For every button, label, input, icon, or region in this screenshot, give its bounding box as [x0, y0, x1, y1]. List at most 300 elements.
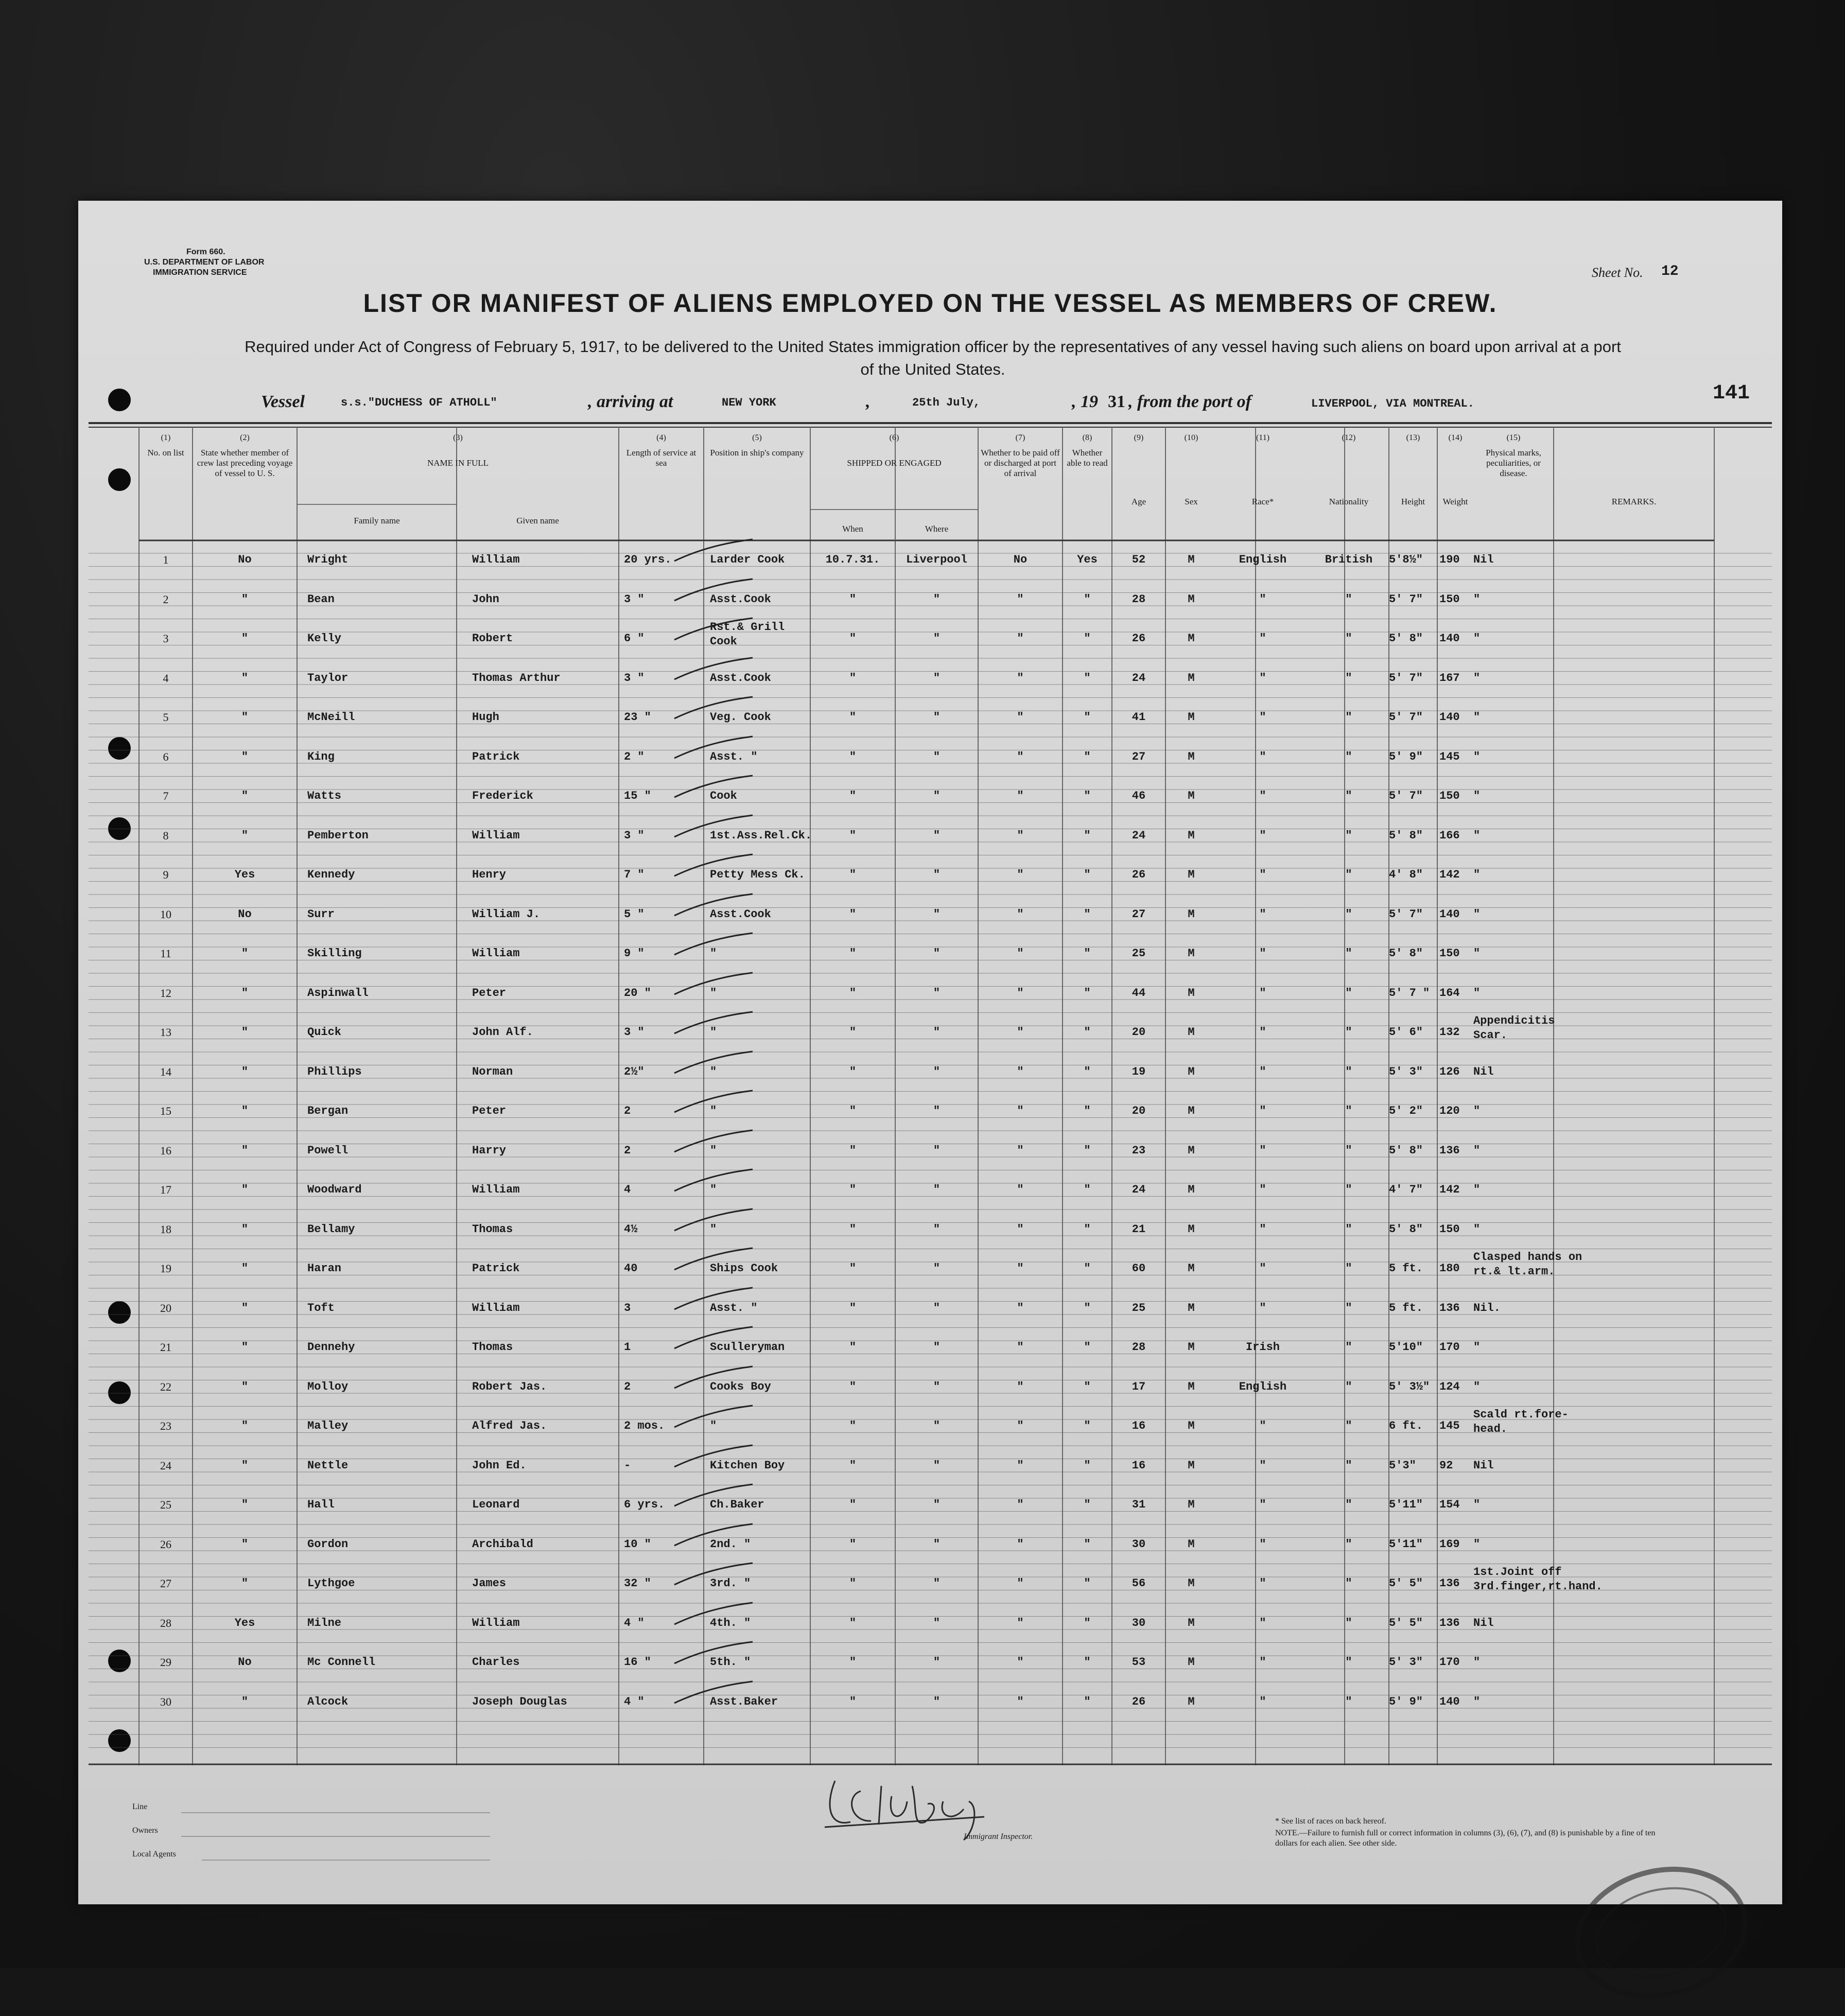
cell-race: ": [1259, 1419, 1266, 1432]
cell-weight: 154: [1439, 1498, 1460, 1511]
check-mark-icon: [670, 1047, 758, 1078]
cell-read: ": [1084, 1695, 1091, 1708]
cell-age: 27: [1132, 750, 1146, 763]
cell-given: Archibald: [472, 1537, 533, 1551]
cell-position: 4th. ": [710, 1616, 751, 1629]
cell-when: ": [849, 829, 857, 842]
cell-paid: ": [1017, 1498, 1024, 1511]
cell-no: 11: [160, 947, 171, 960]
cell-prev: ": [241, 1498, 249, 1511]
cell-prev: ": [241, 1105, 249, 1117]
column-header-c2: State whether member of crew last preceding voyage of vessel to U. S.: [197, 448, 293, 478]
cell-when: ": [849, 750, 857, 763]
cell-marks: ": [1473, 632, 1481, 645]
cell-service: 2 ": [624, 750, 645, 763]
table-row: [78, 1608, 1782, 1647]
cell-height: 5' 9": [1389, 750, 1423, 763]
cell-race: ": [1259, 671, 1266, 685]
cell-read: ": [1084, 1222, 1091, 1236]
table-row: [78, 1253, 1782, 1293]
cell-prev: ": [241, 711, 249, 724]
cell-sex: M: [1188, 947, 1195, 960]
cell-where: ": [933, 1222, 941, 1236]
cell-race: Irish: [1245, 1341, 1280, 1354]
cell-when: ": [849, 790, 857, 802]
check-mark-icon: [670, 614, 758, 645]
cell-age: 19: [1132, 1065, 1146, 1078]
cell-given: William J.: [472, 907, 541, 921]
cell-nationality: ": [1345, 1577, 1352, 1590]
cell-family: Nettle: [307, 1459, 349, 1472]
line-label: Line: [132, 1802, 148, 1811]
cell-weight: 150: [1439, 1222, 1460, 1236]
inspector-signature: [814, 1760, 1061, 1843]
cell-race: ": [1259, 829, 1266, 842]
table-row: [78, 663, 1782, 703]
cell-given: William: [472, 829, 520, 842]
cell-read: ": [1084, 1537, 1091, 1551]
cell-no: 15: [160, 1105, 171, 1117]
check-mark-icon: [670, 1008, 758, 1039]
cell-prev: ": [241, 1026, 249, 1039]
cell-given: Norman: [472, 1065, 513, 1078]
cell-prev: ": [241, 1065, 249, 1078]
cell-given: Thomas: [472, 1222, 513, 1236]
cell-height: 5' 6": [1389, 1026, 1423, 1039]
cell-weight: 136: [1439, 1577, 1460, 1590]
cell-height: 5'11": [1389, 1537, 1423, 1551]
cell-given: Hugh: [472, 711, 499, 724]
cell-family: Wright: [307, 553, 349, 566]
manifest-sheet: Form 660. U.S. DEPARTMENT OF LABOR IMMIGRATION SERVICE Sheet No. 12 141 LIST OR MANIFEST OF ALIENS EMPLOYED ON THE VESSEL AS MEMBERS OF CREW. Required under Act of Congress of February 5, 1917, to be delivered to the United States immigration officer by the representatives of any vessel having such aliens on board upon arrival at a port of the United States. Vessel s.s."DUCHESS OF ATHOLL" , arriving at NEW YORK , 25th July, , 19 31 , from the port of LIVERPOOL, VIA MONTREAL. (1) No. on list (2) State whether member of crew last preceding voyage of vessel to U. S. (3) NAME IN FULL (4) Length of service at sea (5) Position in ship's company (6) SHIPPED OR ENGAGED (7) Whether to be paid off or discharged at port of arrival (8) Whether able to read (9) Age (10) Sex (11) Race* (12) Nationality (13) Height (14) Weight (15) Physical marks, peculiarities, or disease. REMARKS. Family name Given name When Where 1 No Wright William 20 yrs. Larder Cook 10.7.31. Liverpool No Yes 52 M English British 5'8½" 190 Nil 2 " Bean John 3 " Asst.Cook " " " " 28 M " " 5' 7" 150 " 3 " Kelly Robert 6 " Rst.& Grill Cook " " " " 26 M " " 5' 8" 140 " 4 " Taylor Thomas Arthur 3 " Asst.Cook " " " " 24 M " " 5' 7" 167 " 5 " McNeill Hugh 23 " Veg. Cook " " " " 41 M " " 5' 7" 140 " 6 " King Patrick 2 " Asst. " " " " " 27 M " " 5' 9" 145 " 7 " Watts Frederick 15 " Cook " " " " 46 M " " 5' 7" 150 " 8 " Pemberton William 3 " 1st.Ass.Rel.Ck. " " " " 24 M " " 5' 8" 166 " 9 Yes Kennedy Henry 7 " Petty Mess Ck. " " " " 26 M " " 4' 8" 142 " 10 No Surr William J. 5 " Asst.Cook " " " " 27 M " " 5' 7" 140 " 11 " Skilling William 9 " " " " " " 25 M " " 5' 8" 150 " 12 " Aspinwall Peter 20 " " " " " " 44 M " " 5' 7 " 164 " 13 " Quick John Alf. 3 " " " " " " 20 M " " 5' 6" 132 Appendicitis Scar. 14 " Phillips Norman 2½" " " " " " 19 M " " 5' 3" 126 Nil 15 " Bergan Peter 2 " " " " " 20 M " " 5' 2" 120 " 16 " Powell Harry 2 " " " " " 23 M " " 5' 8" 136 " 17 " Woodward William 4 " " " " " 24 M " " 4' 7" 142 " 18 " Bellamy Thomas 4½ " " " " " 21 M " " 5' 8" 150 " 19 " Haran Patrick 40 Ships Cook " " " " 60 M " " 5 ft. 180 Clasped hands on rt.& lt.arm. 20 " Toft William 3 Asst. " " " " " 25 M " " 5 ft. 136 Nil. 21 " Dennehy Thomas 1 Sculleryman " " " " 28 M Irish " 5'10" 170 " 22 " Molloy Robert Jas. 2 Cooks Boy " " " " 17 M English " 5' 3½" 124 " 23 " Malley Alfred Jas. 2 mos. " " " " " 16 M " " 6 ft. 145 Scald rt.fore- head. 24 " Nettle John Ed. - Kitchen Boy " " " " 16 M " " 5'3" 92 Nil 25 " Hall Leonard 6 yrs. Ch.Baker " " " " 31 M " " 5'11" 154 " 26 " Gordon Archibald 10 " 2nd. " " " " " 30 M " " 5'11" 169 " 27 " Lythgoe James 32 " 3rd. " " " " " 56 M " " 5' 5" 136 1st.Joint off 3rd.finger,rt.hand. 28 Yes Milne William 4 " 4th. " " " " " 30 M " " 5' 5" 136 Nil 29 No Mc Connell Charles 16 " 5th. " " " " " 53 M " " 5' 3" 170 " 30 " Alcock Joseph Douglas 4 " Asst.Baker " " " " 26 M " " 5' 9" 140 " Line Owners Local Agents Immigrant Inspector. * See list of races on back hereof. NOTE.—Failure to furnish full or correct information in columns (3), (6), (7), and (8) is punishable by a fine of ten dollars for each alien. See other side.: [78, 201, 1782, 1904]
cell-service: 2: [624, 1144, 631, 1157]
cell-paid: ": [1017, 986, 1024, 1000]
cell-where: ": [933, 1616, 941, 1629]
column-number-c4: (4): [656, 433, 666, 442]
cell-prev: ": [241, 986, 249, 1000]
cell-height: 6 ft.: [1389, 1419, 1423, 1432]
cell-paid: ": [1017, 1616, 1024, 1629]
cell-race: ": [1259, 1616, 1266, 1629]
cell-no: 7: [163, 790, 169, 802]
table-row: [78, 781, 1782, 820]
cell-weight: 136: [1439, 1301, 1460, 1314]
cell-age: 30: [1132, 1616, 1146, 1629]
cell-where: ": [933, 1341, 941, 1354]
cell-height: 5' 8": [1389, 947, 1423, 960]
cell-height: 5' 7": [1389, 592, 1423, 606]
cell-when: ": [849, 1459, 857, 1472]
cell-marks: ": [1473, 907, 1481, 921]
cell-family: Gordon: [307, 1537, 349, 1551]
column-header-c6: SHIPPED OR ENGAGED: [847, 458, 942, 468]
cell-marks: ": [1473, 986, 1481, 1000]
column-header-c14: Weight: [1442, 497, 1468, 506]
cell-where: ": [933, 1105, 941, 1117]
check-mark-icon: [670, 890, 758, 921]
column-header-c3: NAME IN FULL: [427, 458, 489, 468]
table-row: [78, 1489, 1782, 1529]
cell-paid: ": [1017, 1105, 1024, 1117]
cell-read: ": [1084, 1341, 1091, 1354]
inspector-label: Immigrant Inspector.: [964, 1832, 1033, 1841]
cell-paid: ": [1017, 1537, 1024, 1551]
cell-family: Lythgoe: [307, 1577, 355, 1590]
cell-position: Asst.Cook: [710, 907, 771, 921]
cell-given: Joseph Douglas: [472, 1695, 567, 1708]
cell-prev: ": [241, 671, 249, 685]
cell-given: Harry: [472, 1144, 507, 1157]
cell-no: 29: [160, 1656, 171, 1669]
cell-weight: 142: [1439, 868, 1460, 881]
cell-read: ": [1084, 1065, 1091, 1078]
cell-race: ": [1259, 868, 1266, 881]
check-mark-icon: [670, 772, 758, 802]
cell-height: 5 ft.: [1389, 1301, 1423, 1314]
cell-marks: ": [1473, 1537, 1481, 1551]
cell-read: ": [1084, 1301, 1091, 1314]
cell-sex: M: [1188, 986, 1195, 1000]
cell-service: 32 ": [624, 1577, 651, 1590]
cell-read: ": [1084, 986, 1091, 1000]
cell-age: 24: [1132, 1183, 1146, 1196]
cell-sex: M: [1188, 592, 1195, 606]
cell-marks: Nil.: [1473, 1301, 1501, 1314]
cell-paid: ": [1017, 1065, 1024, 1078]
check-mark-icon: [670, 1244, 758, 1275]
cell-read: ": [1084, 1577, 1091, 1590]
cell-given: Charles: [472, 1656, 520, 1669]
cell-nationality: ": [1345, 1695, 1352, 1708]
cell-no: 30: [160, 1695, 171, 1708]
cell-where: ": [933, 1065, 941, 1078]
cell-where: ": [933, 1695, 941, 1708]
cell-nationality: ": [1345, 1026, 1352, 1039]
cell-sex: M: [1188, 1616, 1195, 1629]
cell-where: ": [933, 711, 941, 724]
cell-position: ": [710, 1144, 717, 1157]
cell-read: ": [1084, 829, 1091, 842]
cell-given: William: [472, 1301, 520, 1314]
cell-given: Thomas Arthur: [472, 671, 561, 685]
cell-read: ": [1084, 671, 1091, 685]
cell-family: Pemberton: [307, 829, 369, 842]
cell-paid: ": [1017, 711, 1024, 724]
cell-weight: 126: [1439, 1065, 1460, 1078]
cell-where: ": [933, 1144, 941, 1157]
cell-nationality: ": [1345, 1144, 1352, 1157]
cell-height: 5' 3": [1389, 1065, 1423, 1078]
cell-height: 5' 7": [1389, 671, 1423, 685]
cell-race: ": [1259, 1695, 1266, 1708]
owners-label: Owners: [132, 1826, 158, 1835]
cell-when: ": [849, 1537, 857, 1551]
table-row: [78, 1014, 1782, 1057]
cell-marks: 1st.Joint off 3rd.finger,rt.hand.: [1473, 1566, 1603, 1593]
cell-sex: M: [1188, 1065, 1195, 1078]
cell-when: ": [849, 1341, 857, 1354]
cell-given: William: [472, 947, 520, 960]
check-mark-icon: [670, 1086, 758, 1117]
cell-age: 17: [1132, 1380, 1146, 1393]
check-mark-icon: [670, 1559, 758, 1590]
column-number-c5: (5): [752, 433, 762, 442]
cell-when: ": [849, 1144, 857, 1157]
cell-given: William: [472, 1616, 520, 1629]
column-number-c6: (6): [889, 433, 899, 442]
check-mark-icon: [670, 1165, 758, 1196]
cell-position: Sculleryman: [710, 1341, 785, 1354]
cell-when: ": [849, 947, 857, 960]
cell-when: ": [849, 1262, 857, 1275]
cell-prev: No: [238, 553, 252, 566]
cell-service: 4 ": [624, 1695, 645, 1708]
cell-read: ": [1084, 1026, 1091, 1039]
check-mark-icon: [670, 1323, 758, 1354]
cell-paid: ": [1017, 790, 1024, 802]
cell-age: 53: [1132, 1656, 1146, 1669]
cell-service: 6 ": [624, 632, 645, 645]
cell-age: 16: [1132, 1419, 1146, 1432]
cell-sex: M: [1188, 1537, 1195, 1551]
cell-marks: Nil: [1473, 1065, 1494, 1078]
check-mark-icon: [670, 1362, 758, 1393]
cell-nationality: ": [1345, 829, 1352, 842]
cell-sex: M: [1188, 553, 1195, 566]
cell-nationality: ": [1345, 790, 1352, 802]
cell-when: ": [849, 1656, 857, 1669]
cell-no: 16: [160, 1144, 171, 1157]
cell-marks: ": [1473, 868, 1481, 881]
cell-height: 5' 7": [1389, 711, 1423, 724]
cell-height: 5' 3": [1389, 1656, 1423, 1669]
cell-sex: M: [1188, 1577, 1195, 1590]
cell-age: 31: [1132, 1498, 1146, 1511]
cell-weight: 190: [1439, 553, 1460, 566]
column-number-c1: (1): [161, 433, 171, 442]
cell-sex: M: [1188, 1144, 1195, 1157]
cell-weight: 170: [1439, 1341, 1460, 1354]
from-label: , from the port of: [1128, 392, 1251, 411]
cell-no: 22: [160, 1380, 171, 1393]
cell-race: ": [1259, 1026, 1266, 1039]
check-mark-icon: [670, 732, 758, 763]
cell-when: 10.7.31.: [825, 553, 880, 566]
cell-when: ": [849, 1065, 857, 1078]
cell-height: 5' 5": [1389, 1616, 1423, 1629]
cell-height: 5' 8": [1389, 1222, 1423, 1236]
cell-marks: ": [1473, 1380, 1481, 1393]
cell-marks: Nil: [1473, 1459, 1494, 1472]
cell-family: McNeill: [307, 711, 355, 724]
cell-service: 3 ": [624, 829, 645, 842]
check-mark-icon: [670, 929, 758, 960]
cell-when: ": [849, 907, 857, 921]
cell-family: Dennehy: [307, 1341, 355, 1354]
cell-no: 19: [160, 1262, 171, 1275]
cell-age: 25: [1132, 947, 1146, 960]
cell-given: John Ed.: [472, 1459, 527, 1472]
check-mark-icon: [670, 1520, 758, 1551]
cell-age: 24: [1132, 671, 1146, 685]
cell-service: 3: [624, 1301, 631, 1314]
cell-sex: M: [1188, 1459, 1195, 1472]
cell-where: ": [933, 947, 941, 960]
cell-prev: ": [241, 1459, 249, 1472]
check-mark-icon: [670, 969, 758, 1000]
table-row: [78, 1057, 1782, 1096]
cell-no: 26: [160, 1537, 171, 1551]
cell-read: ": [1084, 592, 1091, 606]
cell-service: 3 ": [624, 671, 645, 685]
cell-race: ": [1259, 1498, 1266, 1511]
cell-race: ": [1259, 986, 1266, 1000]
cell-read: ": [1084, 1380, 1091, 1393]
table-row: [78, 860, 1782, 899]
cell-age: 60: [1132, 1262, 1146, 1275]
column-header-c7: Whether to be paid off or discharged at port of arrival: [981, 448, 1060, 478]
cell-where: ": [933, 1183, 941, 1196]
cell-prev: No: [238, 907, 252, 921]
cell-weight: 167: [1439, 671, 1460, 685]
arrival-port: NEW YORK: [722, 396, 776, 409]
cell-no: 14: [160, 1065, 171, 1078]
cell-marks: ": [1473, 711, 1481, 724]
cell-no: 25: [160, 1498, 171, 1511]
cell-when: ": [849, 1498, 857, 1511]
cell-service: 9 ": [624, 947, 645, 960]
cell-age: 26: [1132, 1695, 1146, 1708]
cell-service: 5 ": [624, 907, 645, 921]
cell-race: ": [1259, 711, 1266, 724]
cell-position: Petty Mess Ck.: [710, 868, 805, 881]
cell-position: 3rd. ": [710, 1577, 751, 1590]
table-row: [78, 1174, 1782, 1214]
cell-nationality: ": [1345, 1459, 1352, 1472]
cell-nationality: ": [1345, 1341, 1352, 1354]
cell-paid: ": [1017, 1419, 1024, 1432]
cell-family: Watts: [307, 790, 342, 802]
cell-position: Veg. Cook: [710, 711, 771, 724]
cell-paid: ": [1017, 1380, 1024, 1393]
cell-marks: ": [1473, 1144, 1481, 1157]
local-agents-label: Local Agents: [132, 1850, 176, 1859]
cell-race: ": [1259, 1537, 1266, 1551]
cell-no: 18: [160, 1222, 171, 1236]
table-row: [78, 820, 1782, 860]
cell-sex: M: [1188, 1105, 1195, 1117]
cell-read: ": [1084, 711, 1091, 724]
cell-where: ": [933, 1537, 941, 1551]
cell-paid: ": [1017, 947, 1024, 960]
table-row: [78, 545, 1782, 584]
cell-when: ": [849, 1419, 857, 1432]
check-mark-icon: [670, 1126, 758, 1157]
cell-race: ": [1259, 1183, 1266, 1196]
column-header-c8: Whether able to read: [1067, 448, 1108, 468]
check-mark-icon: [670, 1677, 758, 1708]
cell-weight: 145: [1439, 1419, 1460, 1432]
cell-given: William: [472, 1183, 520, 1196]
cell-height: 5' 5": [1389, 1577, 1423, 1590]
cell-read: ": [1084, 1498, 1091, 1511]
penalty-note: NOTE.—Failure to furnish full or correct information in columns (3), (6), (7), and (8) is punishable by a fine of ten dollars for each alien. See other side.: [1275, 1829, 1656, 1848]
cell-paid: ": [1017, 1183, 1024, 1196]
cell-age: 27: [1132, 907, 1146, 921]
race-footnote: * See list of races on back hereof.: [1275, 1817, 1386, 1826]
arriving-label: , arriving at: [588, 392, 673, 411]
cell-position: ": [710, 1065, 717, 1078]
cell-race: English: [1239, 553, 1287, 566]
cell-race: ": [1259, 592, 1266, 606]
cell-sex: M: [1188, 907, 1195, 921]
cell-position: ": [710, 986, 717, 1000]
column-number-c11: (11): [1256, 433, 1270, 442]
cell-service: 10 ": [624, 1537, 651, 1551]
cell-where: ": [933, 1301, 941, 1314]
cell-where: ": [933, 1262, 941, 1275]
cell-service: 23 ": [624, 711, 651, 724]
cell-nationality: ": [1345, 1301, 1352, 1314]
cell-service: 4 ": [624, 1616, 645, 1629]
cell-when: ": [849, 592, 857, 606]
cell-marks: ": [1473, 790, 1481, 802]
cell-weight: 145: [1439, 750, 1460, 763]
cell-service: 6 yrs.: [624, 1498, 665, 1511]
departure-port: LIVERPOOL, VIA MONTREAL.: [1311, 397, 1474, 410]
cell-position: Asst. ": [710, 1301, 758, 1314]
cell-race: ": [1259, 1301, 1266, 1314]
cell-paid: ": [1017, 1459, 1024, 1472]
cell-sex: M: [1188, 1301, 1195, 1314]
year-prefix: , 19: [1072, 392, 1098, 411]
cell-service: -: [624, 1459, 631, 1472]
cell-paid: ": [1017, 907, 1024, 921]
cell-paid: ": [1017, 592, 1024, 606]
cell-where: ": [933, 1498, 941, 1511]
cell-where: ": [933, 671, 941, 685]
cell-position: ": [710, 1026, 717, 1039]
column-header-c11: Race*: [1251, 497, 1274, 506]
cell-position: Cook: [710, 790, 737, 802]
column-header-where: Where: [925, 524, 949, 534]
cell-nationality: ": [1345, 632, 1352, 645]
cell-family: Haran: [307, 1262, 342, 1275]
cell-no: 28: [160, 1616, 171, 1629]
cell-when: ": [849, 868, 857, 881]
column-header-remarks: REMARKS.: [1611, 497, 1657, 506]
cell-height: 5' 7 ": [1389, 986, 1430, 1000]
cell-height: 4' 8": [1389, 868, 1423, 881]
cell-marks: Scald rt.fore- head.: [1473, 1408, 1569, 1435]
cell-read: ": [1084, 632, 1091, 645]
cell-no: 20: [160, 1301, 171, 1314]
cell-height: 5'8½": [1389, 553, 1423, 566]
cell-position: Larder Cook: [710, 553, 785, 566]
cell-read: Yes: [1077, 553, 1098, 566]
cell-family: Hall: [307, 1498, 335, 1511]
cell-given: John: [472, 592, 499, 606]
cell-position: Kitchen Boy: [710, 1459, 785, 1472]
cell-read: ": [1084, 907, 1091, 921]
cell-weight: 92: [1439, 1459, 1453, 1472]
cell-age: 52: [1132, 553, 1146, 566]
cell-race: ": [1259, 907, 1266, 921]
cell-prev: ": [241, 750, 249, 763]
cell-prev: No: [238, 1656, 252, 1669]
cell-family: Bergan: [307, 1105, 349, 1117]
cell-race: English: [1239, 1380, 1287, 1393]
